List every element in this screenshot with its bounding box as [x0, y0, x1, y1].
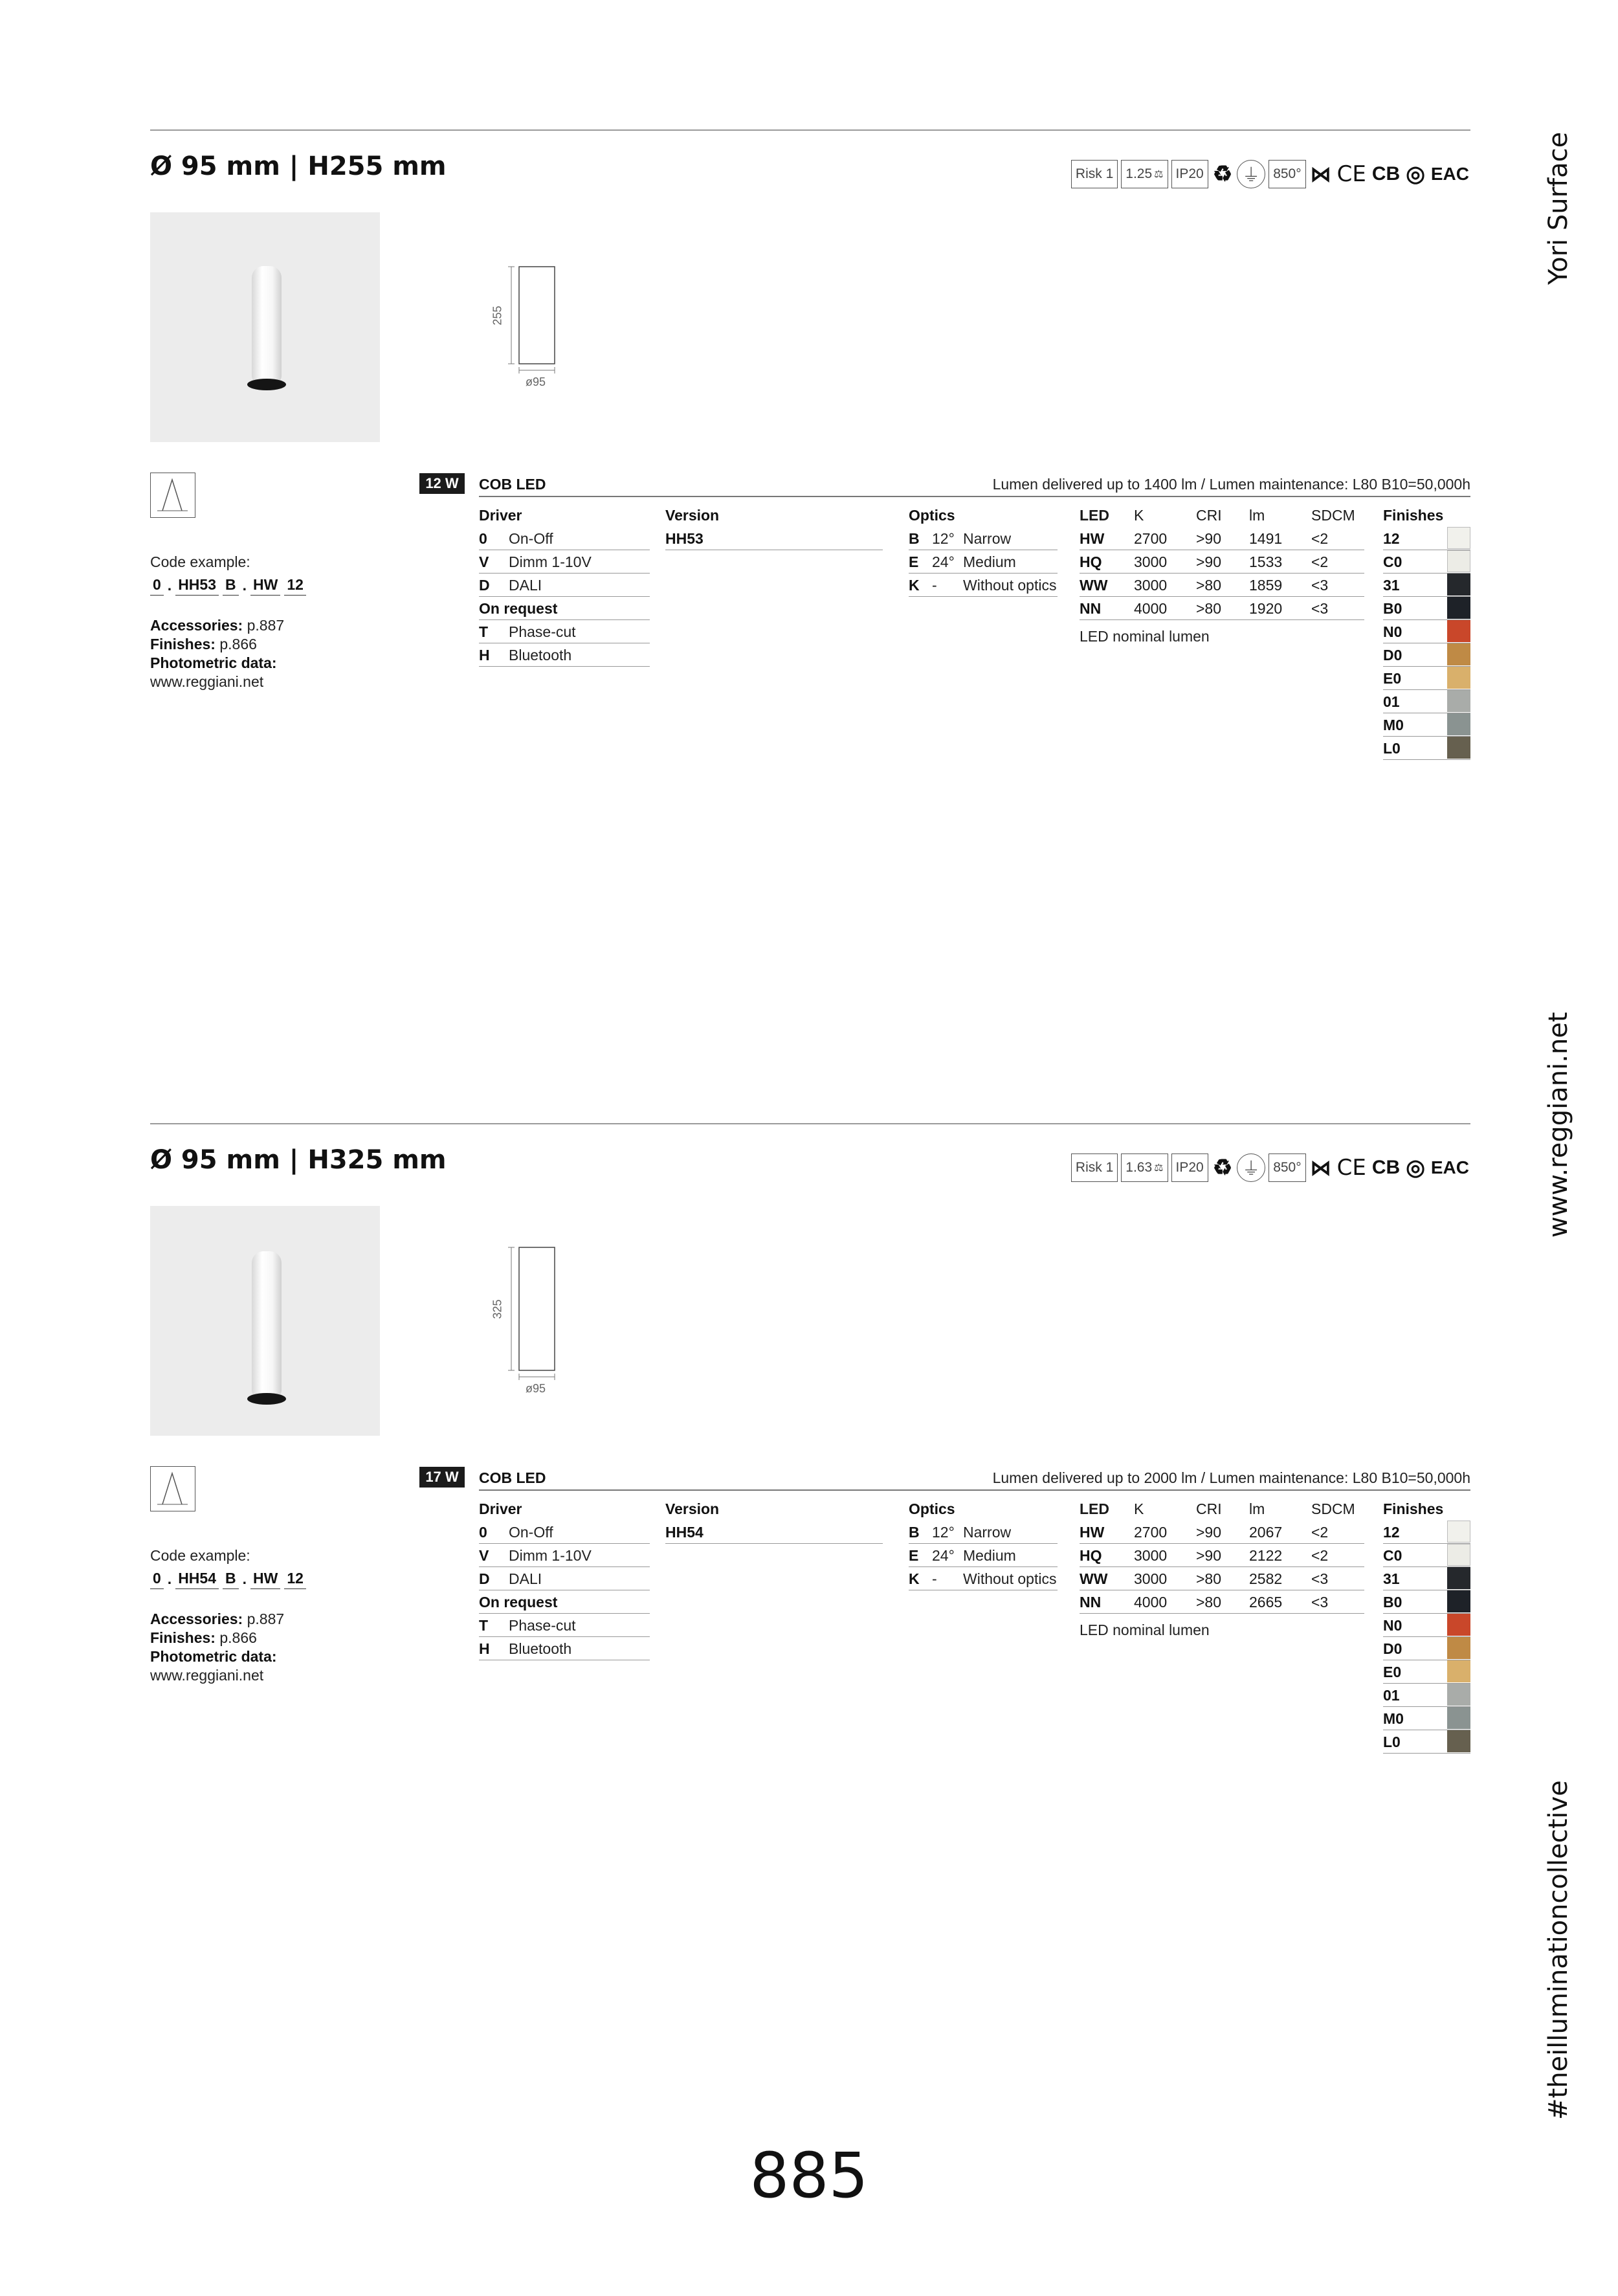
led-header-cell: lm [1249, 1500, 1265, 1517]
led-row [1080, 527, 1364, 550]
driver-name: DALI [509, 577, 542, 594]
ground-class-icon: ⏚ [1237, 1154, 1265, 1182]
finish-swatch [1447, 643, 1470, 665]
finish-code: C0 [1383, 1547, 1402, 1564]
version-code: HH54 [665, 1524, 704, 1541]
finish-option [1383, 1590, 1470, 1614]
code-segment: HH53 [175, 576, 219, 596]
led-cell: NN [1080, 1594, 1102, 1611]
product-section-1 [150, 129, 1470, 841]
recycle-icon: ♻ [1212, 1155, 1233, 1180]
optics-column [909, 1497, 1058, 1590]
section-divider [150, 129, 1470, 131]
driver-option [479, 574, 650, 597]
led-header-cell: SDCM [1311, 1500, 1355, 1517]
optics-code: B [909, 1524, 920, 1541]
finish-swatch [1447, 1684, 1470, 1706]
led-cell: <3 [1311, 600, 1329, 617]
photometric-ref [150, 1647, 284, 1666]
product-photo [150, 212, 380, 442]
led-cell: 1533 [1249, 553, 1283, 570]
finish-swatch [1447, 1567, 1470, 1589]
led-header-cell: SDCM [1311, 507, 1355, 524]
led-cell: 3000 [1134, 553, 1168, 570]
led-cell: WW [1080, 1570, 1108, 1587]
product-section-2 [150, 1123, 1470, 1835]
finish-option [1383, 1730, 1470, 1754]
weight-value: 1.25 [1125, 166, 1153, 181]
finish-code: E0 [1383, 670, 1402, 687]
driver-option [479, 1544, 650, 1567]
code-example [150, 576, 306, 596]
weight-value: 1.63 [1125, 1160, 1153, 1175]
led-cell: >80 [1196, 600, 1222, 617]
finishes-ref [150, 635, 284, 654]
driver-name: Dimm 1-10V [509, 1547, 592, 1564]
code-example-label: Code example: [150, 553, 250, 570]
led-row [1080, 1590, 1364, 1614]
led-cell: <3 [1311, 577, 1329, 594]
code-separator: . [242, 1570, 247, 1587]
ce-mark-icon: CE [1336, 1155, 1366, 1181]
on-request-name: Phase-cut [509, 1617, 576, 1634]
finish-code: 01 [1383, 693, 1400, 710]
led-header-cell: CRI [1196, 507, 1222, 524]
finish-option [1383, 1614, 1470, 1637]
driver-name: DALI [509, 1570, 542, 1587]
certification-icons [1071, 160, 1470, 188]
driver-code: D [479, 1570, 490, 1587]
finish-code: E0 [1383, 1664, 1402, 1680]
finish-option [1383, 1637, 1470, 1660]
lumen-note: Lumen delivered up to 1400 lm / Lumen maintenance: L80 B10=50,000h [992, 476, 1470, 493]
product-title: Ø 95 mm | H255 mm [150, 151, 447, 181]
on-request-option [479, 620, 650, 643]
finish-code: C0 [1383, 553, 1402, 570]
spec-divider [479, 496, 1470, 497]
eac-mark-icon: EAC [1430, 164, 1469, 184]
finish-option [1383, 1544, 1470, 1567]
no-insulation-cover-icon: ⋈ [1310, 1156, 1331, 1179]
photometric-link[interactable]: www.reggiani.net [150, 673, 264, 690]
finish-option [1383, 690, 1470, 713]
dimension-drawing [480, 1253, 610, 1395]
finish-option [1383, 1707, 1470, 1730]
on-request-option [479, 1614, 650, 1637]
side-website[interactable]: www.reggiani.net [1544, 1012, 1573, 1238]
led-cell: >90 [1196, 1524, 1222, 1541]
photometric-label: Photometric data: [150, 1648, 277, 1665]
led-cell: >90 [1196, 553, 1222, 570]
finish-code: N0 [1383, 1617, 1402, 1634]
finish-option [1383, 1521, 1470, 1544]
on-request-label: On request [479, 1590, 650, 1614]
finish-option [1383, 667, 1470, 690]
finish-option [1383, 620, 1470, 643]
section-divider [150, 1123, 1470, 1124]
finish-option [1383, 1660, 1470, 1684]
no-insulation-cover-icon: ⋈ [1310, 162, 1331, 186]
finish-swatch [1447, 737, 1470, 759]
product-title: Ø 95 mm | H325 mm [150, 1145, 447, 1175]
optics-code: B [909, 530, 920, 547]
led-cell: HW [1080, 1524, 1105, 1541]
weight-icon [1121, 160, 1168, 188]
finish-swatch [1447, 1614, 1470, 1636]
finish-option [1383, 643, 1470, 667]
finish-swatch [1447, 574, 1470, 596]
finishes-column [1383, 504, 1470, 760]
finish-swatch [1447, 597, 1470, 619]
ip-rating-icon: IP20 [1171, 1154, 1208, 1182]
version-column [665, 504, 883, 550]
finishes-ref-label: Finishes: [150, 636, 216, 652]
driver-name: On-Off [509, 530, 553, 547]
code-segment: B [223, 1570, 239, 1589]
led-cell: <3 [1311, 1570, 1329, 1587]
led-cell: >80 [1196, 1594, 1222, 1611]
led-cell: <2 [1311, 530, 1329, 547]
finish-code: 12 [1383, 1524, 1400, 1541]
driver-header: Driver [479, 507, 522, 524]
optics-name: Narrow [963, 1524, 1012, 1541]
finish-option [1383, 1684, 1470, 1707]
finish-code: 31 [1383, 1570, 1400, 1587]
code-separator: . [167, 577, 172, 594]
finish-code: M0 [1383, 717, 1404, 733]
optics-name: Medium [963, 1547, 1016, 1564]
led-row [1080, 597, 1364, 620]
driver-code: 0 [479, 1524, 487, 1541]
led-header-cell: K [1134, 1500, 1144, 1517]
finish-option [1383, 597, 1470, 620]
finishes-ref-value[interactable]: p.866 [219, 636, 257, 652]
led-cell: 4000 [1134, 1594, 1168, 1611]
finish-code: D0 [1383, 1640, 1402, 1657]
led-cell: 2067 [1249, 1524, 1283, 1541]
led-cell: <2 [1311, 1524, 1329, 1541]
led-cell: 1491 [1249, 530, 1283, 547]
optics-name: Medium [963, 553, 1016, 570]
optics-code: E [909, 1547, 919, 1564]
height-dimension: 325 [491, 1299, 504, 1319]
led-cell: 2700 [1134, 530, 1168, 547]
optics-angle: 24° [932, 553, 955, 570]
finish-code: D0 [1383, 647, 1402, 663]
lamp-body [252, 266, 282, 383]
accessories-ref [150, 1610, 284, 1629]
led-cell: HQ [1080, 1547, 1102, 1564]
led-header-cell: LED [1080, 507, 1109, 524]
finishes-ref-value[interactable]: p.866 [219, 1629, 257, 1646]
led-header-cell: CRI [1196, 1500, 1222, 1517]
finish-code: 01 [1383, 1687, 1400, 1704]
code-segment: HH54 [175, 1570, 219, 1589]
finish-option [1383, 1567, 1470, 1590]
photometric-link[interactable]: www.reggiani.net [150, 1667, 264, 1684]
led-table-header [1080, 504, 1364, 527]
version-option [665, 527, 883, 550]
lamp-body [252, 1251, 282, 1397]
optics-angle: - [932, 1570, 937, 1587]
code-segment: HW [250, 576, 280, 596]
height-dimension: 255 [491, 306, 504, 326]
driver-code: V [479, 1547, 489, 1564]
on-request-code: T [479, 623, 489, 640]
finish-swatch [1447, 1730, 1470, 1752]
finish-option [1383, 713, 1470, 737]
finishes-ref-label: Finishes: [150, 1629, 216, 1646]
ccc-mark-icon: ◎ [1406, 1155, 1425, 1180]
led-header-cell: K [1134, 507, 1144, 524]
finish-code: N0 [1383, 623, 1402, 640]
finish-swatch [1447, 690, 1470, 712]
driver-column [479, 504, 650, 667]
ccc-mark-icon: ◎ [1406, 162, 1425, 186]
led-cell: 2700 [1134, 1524, 1168, 1541]
kg-icon: ⚖ [1154, 1163, 1164, 1174]
finish-option [1383, 574, 1470, 597]
accessories-ref-label: Accessories: [150, 1611, 243, 1627]
led-cell: >80 [1196, 577, 1222, 594]
led-row [1080, 550, 1364, 574]
led-cell: NN [1080, 600, 1102, 617]
led-cell: >80 [1196, 1570, 1222, 1587]
finish-option [1383, 527, 1470, 550]
finish-code: 31 [1383, 577, 1400, 594]
led-header-cell: lm [1249, 507, 1265, 524]
light-source-label: COB LED [479, 1469, 546, 1486]
optics-angle: 12° [932, 530, 955, 547]
dimension-drawing-lines [480, 259, 610, 427]
cb-mark-icon: CB [1371, 1157, 1401, 1178]
finish-swatch [1447, 1544, 1470, 1566]
finish-option [1383, 550, 1470, 574]
optics-option [909, 1521, 1058, 1544]
finish-swatch [1447, 1660, 1470, 1682]
led-note: LED nominal lumen [1080, 1622, 1210, 1638]
driver-option [479, 550, 650, 574]
eac-mark-icon: EAC [1430, 1157, 1469, 1177]
finish-code: L0 [1383, 740, 1401, 757]
finish-code: B0 [1383, 1594, 1402, 1611]
diameter-dimension: ø95 [526, 1382, 546, 1395]
led-cell: <2 [1311, 553, 1329, 570]
ce-mark-icon: CE [1336, 161, 1366, 187]
kg-icon: ⚖ [1154, 169, 1164, 180]
on-request-name: Phase-cut [509, 623, 576, 640]
led-table [1080, 504, 1364, 645]
optics-option [909, 574, 1058, 597]
optics-header: Optics [909, 507, 955, 524]
accessories-ref-value[interactable]: p.887 [247, 617, 285, 634]
led-row [1080, 1521, 1364, 1544]
accessories-ref-label: Accessories: [150, 617, 243, 634]
product-references [150, 1610, 284, 1685]
finish-swatch [1447, 1521, 1470, 1543]
led-table-header [1080, 1497, 1364, 1521]
on-request-code: H [479, 647, 490, 663]
led-cell: 2582 [1249, 1570, 1283, 1587]
product-references [150, 616, 284, 691]
finish-swatch [1447, 620, 1470, 642]
code-segment: 0 [150, 576, 164, 596]
code-segment: B [223, 576, 239, 596]
on-request-code: H [479, 1640, 490, 1657]
optics-column [909, 504, 1058, 597]
led-cell: 3000 [1134, 1547, 1168, 1564]
photometric-label: Photometric data: [150, 654, 277, 671]
weight-icon [1121, 1154, 1168, 1182]
on-request-option [479, 1637, 650, 1660]
finish-swatch [1447, 1637, 1470, 1659]
led-cell: 1859 [1249, 577, 1283, 594]
driver-option [479, 1521, 650, 1544]
on-request-label: On request [479, 597, 650, 620]
led-cell: HW [1080, 530, 1105, 547]
accessories-ref-value[interactable]: p.887 [247, 1611, 285, 1627]
finish-swatch [1447, 550, 1470, 572]
finishes-ref [150, 1629, 284, 1647]
optics-code: K [909, 1570, 920, 1587]
driver-code: V [479, 553, 489, 570]
diameter-dimension: ø95 [526, 375, 546, 388]
driver-code: 0 [479, 530, 487, 547]
finish-option [1383, 737, 1470, 760]
dimension-drawing [480, 259, 610, 401]
led-cell: >90 [1196, 530, 1222, 547]
optics-option [909, 1567, 1058, 1590]
recycle-icon: ♻ [1212, 162, 1233, 186]
optics-code: E [909, 553, 919, 570]
version-column [665, 1497, 883, 1544]
led-cell: HQ [1080, 553, 1102, 570]
version-header: Version [665, 1500, 720, 1517]
led-cell: WW [1080, 577, 1108, 594]
lamp-base [247, 379, 286, 390]
page-number: 885 [749, 2139, 869, 2212]
risk-group-icon: Risk 1 [1071, 1154, 1118, 1182]
driver-option [479, 1567, 650, 1590]
spec-divider [479, 1489, 1470, 1491]
light-source-label: COB LED [479, 476, 546, 493]
on-request-code: T [479, 1617, 489, 1634]
finish-swatch [1447, 527, 1470, 549]
finishes-header: Finishes [1383, 507, 1444, 524]
driver-option [479, 527, 650, 550]
led-cell: <2 [1311, 1547, 1329, 1564]
code-segment: HW [250, 1570, 280, 1589]
led-cell: 1920 [1249, 600, 1283, 617]
on-request-name: Bluetooth [509, 647, 572, 663]
led-header-cell: LED [1080, 1500, 1109, 1517]
risk-group-icon: Risk 1 [1071, 160, 1118, 188]
led-cell: 2665 [1249, 1594, 1283, 1611]
accessories-ref [150, 616, 284, 635]
driver-name: Dimm 1-10V [509, 553, 592, 570]
wattage-badge: 12 W [419, 473, 465, 494]
finish-code: L0 [1383, 1733, 1401, 1750]
glow-wire-icon: 850° [1269, 160, 1305, 188]
optics-code: K [909, 577, 920, 594]
side-brand-range: Yori Surface [1544, 131, 1573, 285]
on-request-option [479, 643, 650, 667]
finishes-column [1383, 1497, 1470, 1754]
finish-code: M0 [1383, 1710, 1404, 1727]
on-request-name: Bluetooth [509, 1640, 572, 1657]
led-cell: <3 [1311, 1594, 1329, 1611]
surface-mount-icon [150, 1466, 195, 1511]
driver-code: D [479, 577, 490, 594]
finish-swatch [1447, 713, 1470, 735]
led-cell: 4000 [1134, 600, 1168, 617]
optics-header: Optics [909, 1500, 955, 1517]
led-row [1080, 574, 1364, 597]
led-table [1080, 1497, 1364, 1639]
optics-name: Narrow [963, 530, 1012, 547]
ip-rating-icon: IP20 [1171, 160, 1208, 188]
optics-angle: 12° [932, 1524, 955, 1541]
lumen-note: Lumen delivered up to 2000 lm / Lumen maintenance: L80 B10=50,000h [992, 1469, 1470, 1486]
photometric-ref [150, 654, 284, 673]
cb-mark-icon: CB [1371, 163, 1401, 184]
product-photo [150, 1206, 380, 1436]
code-segment: 0 [150, 1570, 164, 1589]
driver-header: Driver [479, 1500, 522, 1517]
finish-swatch [1447, 1590, 1470, 1612]
finishes-header: Finishes [1383, 1500, 1444, 1517]
led-row [1080, 1544, 1364, 1567]
optics-name: Without optics [963, 1570, 1057, 1587]
version-option [665, 1521, 883, 1544]
optics-angle: - [932, 577, 937, 594]
lamp-base [247, 1393, 286, 1405]
code-segment: 12 [284, 1570, 306, 1589]
led-cell: 2122 [1249, 1547, 1283, 1564]
wattage-badge: 17 W [419, 1467, 465, 1488]
code-example [150, 1570, 306, 1589]
led-cell: 3000 [1134, 1570, 1168, 1587]
glow-wire-icon: 850° [1269, 1154, 1305, 1182]
led-cell: >90 [1196, 1547, 1222, 1564]
code-separator: . [167, 1570, 172, 1587]
optics-option [909, 1544, 1058, 1567]
optics-option [909, 527, 1058, 550]
optics-option [909, 550, 1058, 574]
finish-swatch [1447, 1707, 1470, 1729]
code-example-label: Code example: [150, 1547, 250, 1564]
ground-class-icon: ⏚ [1237, 160, 1265, 188]
code-segment: 12 [284, 576, 306, 596]
finish-swatch [1447, 667, 1470, 689]
led-note: LED nominal lumen [1080, 628, 1210, 645]
driver-column [479, 1497, 650, 1660]
code-separator: . [242, 577, 247, 594]
led-cell: 3000 [1134, 577, 1168, 594]
optics-name: Without optics [963, 577, 1057, 594]
led-row [1080, 1567, 1364, 1590]
surface-mount-icon [150, 473, 195, 518]
optics-angle: 24° [932, 1547, 955, 1564]
version-header: Version [665, 507, 720, 524]
side-hashtag: #theilluminationcollective [1544, 1780, 1573, 2120]
certification-icons [1071, 1154, 1470, 1182]
version-code: HH53 [665, 530, 704, 547]
finish-code: 12 [1383, 530, 1400, 547]
finish-code: B0 [1383, 600, 1402, 617]
driver-name: On-Off [509, 1524, 553, 1541]
